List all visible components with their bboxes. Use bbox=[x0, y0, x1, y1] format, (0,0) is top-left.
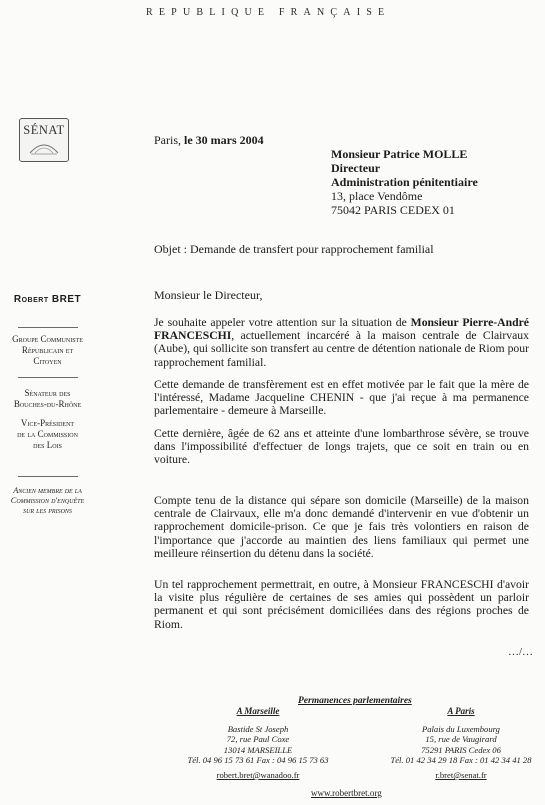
senator-line: Sénateur des bbox=[24, 388, 71, 398]
letter-subject: Objet : Demande de transfert pour rapprochement familial bbox=[154, 242, 434, 256]
senator-department bbox=[0, 388, 95, 410]
letter-date bbox=[154, 133, 264, 148]
salutation: Monsieur le Directeur, bbox=[154, 288, 263, 302]
vice-line: de la Commission bbox=[17, 429, 78, 439]
phone-fax-line: Tél. 04 96 15 73 61 Fax : 04 96 15 73 63 bbox=[187, 754, 329, 765]
marseille-email-link[interactable]: robert.bret@wanadoo.fr bbox=[216, 770, 300, 781]
political-group bbox=[0, 334, 95, 367]
sidebar-divider bbox=[18, 377, 78, 378]
marseille-office bbox=[183, 706, 333, 780]
sidebar-divider bbox=[18, 476, 78, 477]
website-link[interactable]: www.robertbret.org bbox=[311, 788, 382, 798]
paris-email-link[interactable]: r.bret@senat.fr bbox=[435, 770, 487, 781]
address-line: 75291 PARIS Cedex 06 bbox=[421, 744, 501, 755]
recipient-address bbox=[331, 147, 478, 217]
vice-president-title bbox=[0, 418, 95, 451]
group-line: Groupe Communiste bbox=[12, 334, 83, 344]
paragraph-2: Cette demande de transfèrement est en effet motivée par le fait que la mère de l'intéressé, Madame Jacqueline CHENIN - que j'ai reçue à ma permanence parlementaire - demeure à Marseille. bbox=[154, 378, 529, 418]
paragraph-1 bbox=[154, 316, 529, 369]
senat-logo bbox=[19, 118, 69, 162]
paragraph-4: Compte tenu de la distance qui sépare son domicile (Marseille) de la maison centrale de Clairvaux, elle m'a donc demandé d'intervenir en vue d'obtenir un rapprochement domicile-prison. Ce que je fais très volontiers en raison de l'importance que j'accorde au maintien des liens familiaux qui permet une meilleure réinsertion du détenu dans la société. bbox=[154, 494, 529, 560]
address-line: Bastide St Joseph bbox=[227, 724, 289, 735]
recipient-city: 75042 PARIS CEDEX 01 bbox=[331, 203, 455, 217]
republic-header: REPUBLIQUE FRANÇAISE bbox=[146, 7, 391, 18]
former-line: Commission d'enquête bbox=[10, 496, 85, 505]
date-value: le 30 mars 2004 bbox=[184, 133, 264, 147]
former-line: sur les prisons bbox=[23, 506, 72, 515]
prisoner-name: Monsieur Pierre-André FRANCESCHI bbox=[154, 316, 529, 343]
former-commission-member bbox=[0, 486, 95, 516]
senate-emblem-icon bbox=[27, 139, 61, 157]
group-line: Citoyen bbox=[33, 356, 62, 366]
footer-title: Permanences parlementaires bbox=[298, 696, 412, 706]
address-line: 15, rue de Vaugirard bbox=[425, 734, 497, 745]
vice-line: des Lois bbox=[33, 440, 62, 450]
date-prefix: Paris, bbox=[154, 133, 184, 147]
paragraph-text: Je souhaite appeler votre attention sur la situation de bbox=[154, 316, 411, 329]
recipient-organization: Administration pénitentiaire bbox=[331, 175, 478, 189]
sidebar-divider bbox=[18, 327, 78, 328]
address-line: 72, rue Paul Coxe bbox=[226, 734, 290, 745]
address-line: Palais du Luxembourg bbox=[422, 724, 500, 735]
paragraph-5: Un tel rapprochement permettrait, en outre, à Monsieur FRANCESCHI d'avoir la visite plus régulière de certaines de ses amies qui possèdent un parloir permanent et qui sont précisément domiciliées dans des régions proches de Riom. bbox=[154, 578, 529, 631]
recipient-name: Monsieur Patrice MOLLE bbox=[331, 147, 468, 161]
phone-fax-line: Tél. 01 42 34 29 18 Fax : 01 42 34 41 28 bbox=[390, 754, 532, 765]
paris-office bbox=[382, 706, 540, 780]
recipient-street: 13, place Vendôme bbox=[331, 189, 423, 203]
senator-line: Bouches-du-Rhône bbox=[13, 399, 82, 409]
paragraph-3: Cette dernière, âgée de 62 ans et atteinte d'une lombarthrose sévère, se trouve dans l'impossibilité d'effectuer de longs trajets, que ce soit en train ou en voiture. bbox=[154, 427, 529, 467]
address-line: 13014 MARSEILLE bbox=[223, 744, 293, 755]
paris-heading: A Paris bbox=[447, 706, 475, 716]
senator-name: Robert BRET bbox=[13, 294, 82, 305]
former-line: Ancien membre de la bbox=[13, 486, 82, 495]
recipient-title: Directeur bbox=[331, 161, 381, 175]
marseille-heading: A Marseille bbox=[236, 706, 280, 716]
paragraph-text: , actuellement incarcéré à la maison centrale de Clairvaux (Aube), qui sollicite son transfert au centre de détention nationale de Riom pour rapprochement familial. bbox=[154, 329, 529, 369]
logo-text: SÉNAT bbox=[23, 123, 65, 137]
group-line: Républicain et bbox=[21, 345, 74, 355]
vice-line: Vice-Président bbox=[20, 418, 75, 428]
continued-marker: …/… bbox=[508, 646, 534, 658]
